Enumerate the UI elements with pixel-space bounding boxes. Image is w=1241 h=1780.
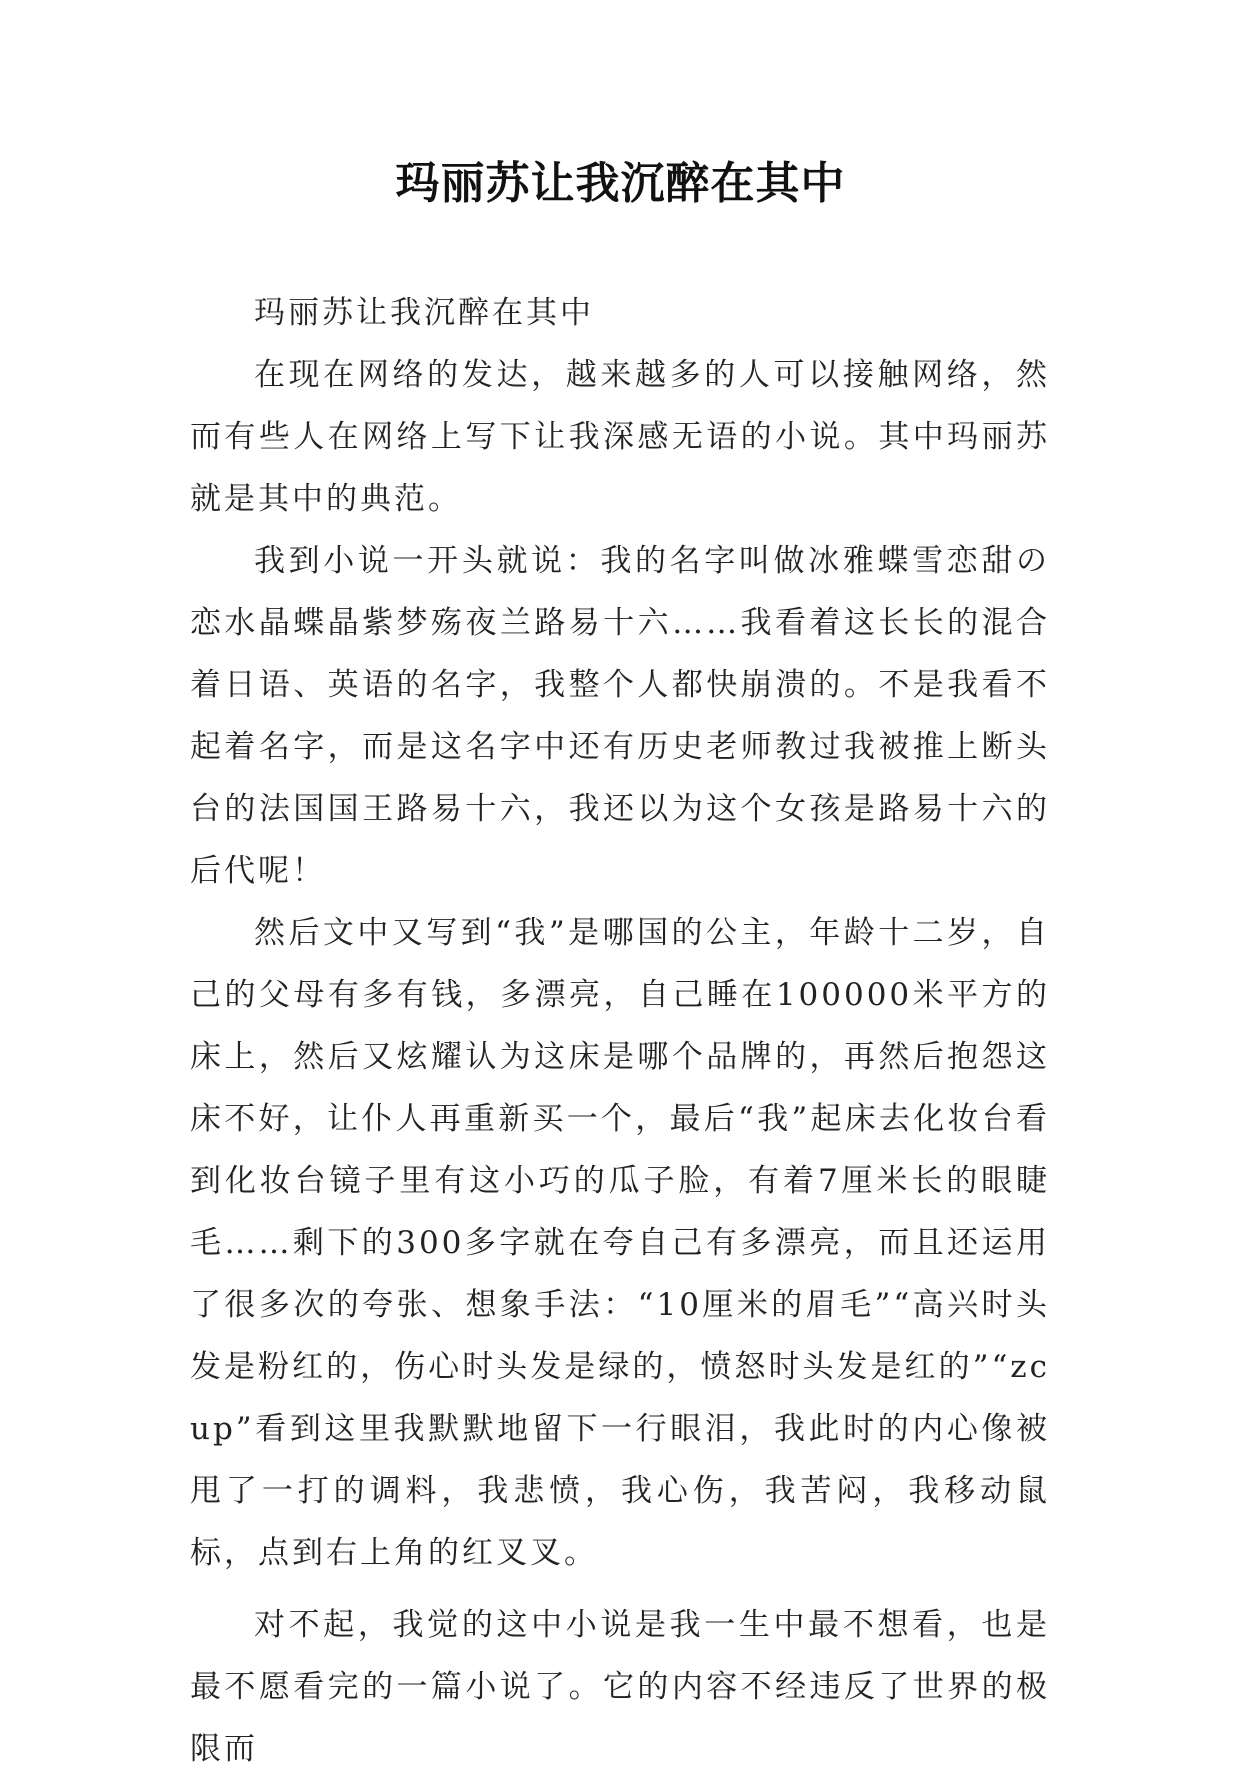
paragraph-intro: 在现在网络的发达，越来越多的人可以接触网络，然而有些人在网络上写下让我深感无语的小说。其中玛丽苏就是其中的典范。 <box>190 357 1050 517</box>
document-body <box>190 282 1050 1780</box>
paragraph-princess: 然后文中又写到“我”是哪国的公主，年龄十二岁，自己的父母有多有钱，多漂亮，自己睡在100000米平方的床上，然后又炫耀认为这床是哪个品牌的，再然后抱怨这床不好，让仆人再重新买一个，最后“我”起床去化妆台看到化妆台镜子里有这小巧的瓜子脸，有着7厘米长的眼睫毛……剩下的300多字就在夸自己有多漂亮，而且还运用了很多次的夸张、想象手法：“10厘米的眉毛”“高兴时头发是粉红的，伤心时头发是绿的，愤怒时头发是红的”“zcup”看到这里我默默地留下一行眼泪，我此时的内心像被甩了一打的调料，我悲愤，我心伤，我苦闷，我移动鼠标，点到右上角的红叉叉。 <box>190 915 1050 1571</box>
paragraph-name: 我到小说一开头就说：我的名字叫做冰雅蝶雪恋甜の恋水晶蝶晶紫梦殇夜兰路易十六……我看着这长长的混合着日语、英语的名字，我整个人都快崩溃的。不是我看不起着名字，而是这名字中还有历史老师教过我被推上断头台的法国国王路易十六，我还以为这个女孩是路易十六的后代呢！ <box>190 543 1050 889</box>
paragraph-subtitle: 玛丽苏让我沉醉在其中 <box>254 295 594 331</box>
paragraph-apology: 对不起，我觉的这中小说是我一生中最不想看，也是最不愿看完的一篇小说了。它的内容不经违反了世界的极限而 <box>190 1607 1050 1767</box>
document-title: 玛丽苏让我沉醉在其中 <box>395 158 846 209</box>
